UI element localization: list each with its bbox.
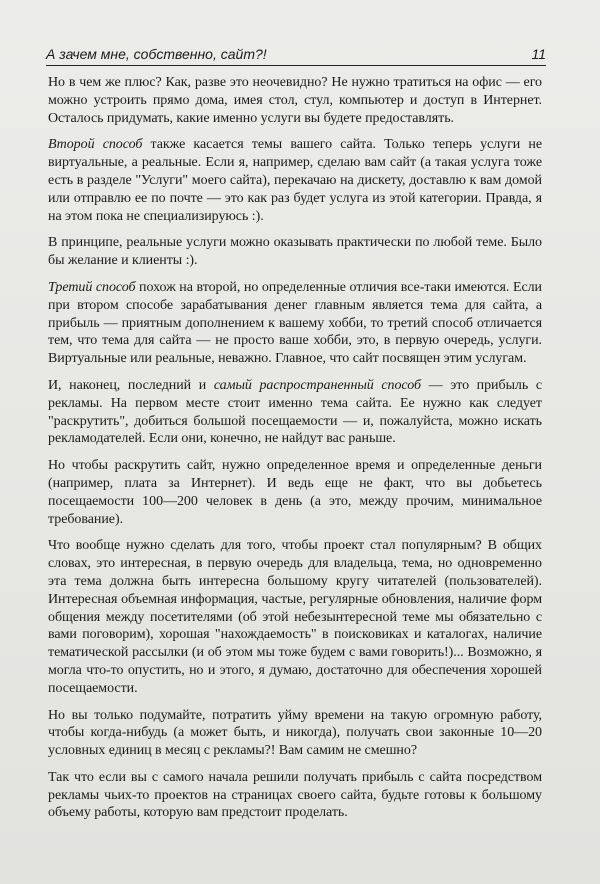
paragraph: Второй способ также касается темы вашего сайта. Только теперь услуги не виртуальные, а реальные. Если я, например, сделаю вам сайт (а такая услуга тоже есть в разделе "Услуги" моего сайта), перекачаю на дискету, доставлю к вам домой или отправлю ее по почте — это как раз будет услуга из этой категории. Правда, я на этом пока не специализируюсь :). — [48, 137, 542, 224]
body-text — [48, 74, 542, 831]
emphasis-term: самый распространенный способ — [213, 377, 422, 393]
paragraph: И, наконец, последний и самый распространенный способ — это прибыль с рекламы. На первом месте стоит именно тема сайта. Ее нужно как следует "раскрутить", добиться большой посещаемости — и, пожалуйста, можно искать рекламодателей. Если они, конечно, не найдут вас раньше. — [48, 377, 542, 447]
paragraph: Но вы только подумайте, потратить уйму времени на такую огромную работу, чтобы когда-нибудь (а может быть, и никогда), получать свои законные 10—20 условных единиц в месяц с рекламы?! Вам самим не смешно? — [48, 707, 542, 759]
running-header — [46, 44, 546, 64]
page-number: 11 — [531, 46, 546, 62]
chapter-title: А зачем мне, собственно, сайт?! — [46, 46, 267, 62]
paragraph: В принципе, реальные услуги можно оказывать практически по любой теме. Было бы желание и клиенты :). — [48, 235, 542, 269]
paragraph: Но в чем же плюс? Как, разве это неочевидно? Не нужно тратиться на офис — его можно устроить прямо дома, имея стол, стул, компьютер и доступ в Интернет. Осталось придумать, какие именно услуги вы будете предоставлять. — [48, 75, 542, 126]
paragraph: Что вообще нужно сделать для того, чтобы проект стал популярным? В общих словах, это интересная, в первую очередь для владельца, тема, но одновременно эта тема должна быть интересна большому кругу читателей (пользователей). Интересная объемная информация, частые, регулярные обновления, наличие форм общения между посетителями (об этой небезынтересной теме мы обязательно с вами поговорим), хорошая "нахождаемость" в поисковиках и каталогах, наличие тематической рассылки (и об этом мы тоже будем с вами говорить!)... Возможно, я могла что-то опустить, но и этого, я думаю, достаточно для обеспечения хорошей посещаемости. — [48, 538, 542, 696]
emphasis-term: Третий способ — [48, 279, 136, 295]
header-rule — [46, 65, 546, 66]
emphasis-term: Второй способ — [48, 137, 143, 153]
paragraph: Но чтобы раскрутить сайт, нужно определенное время и определенные деньги (например, плата за Интернет). И ведь еще не факт, что вы добьетесь посещаемости 100—200 человек в день (а это, между прочим, минимальное требование). — [48, 458, 542, 527]
paragraph: Так что если вы с самого начала решили получать прибыль с сайта посредством рекламы чьих-то проектов на страницах своего сайта, будьте готовы к большому объему работы, которую вам предстоит проделать. — [48, 769, 542, 821]
paragraph: Третий способ похож на второй, но определенные отличия все-таки имеются. Если при втором способе зарабатывания денег главным является тема для сайта, а прибыль — приятным дополнением к вашему хобби, то третий способ отличается тем, что тема для сайта — не просто ваше хобби, это, в первую очередь, услуги. Виртуальные или реальные, неважно. Главное, что сайт посвящен этим услугам. — [48, 279, 542, 367]
